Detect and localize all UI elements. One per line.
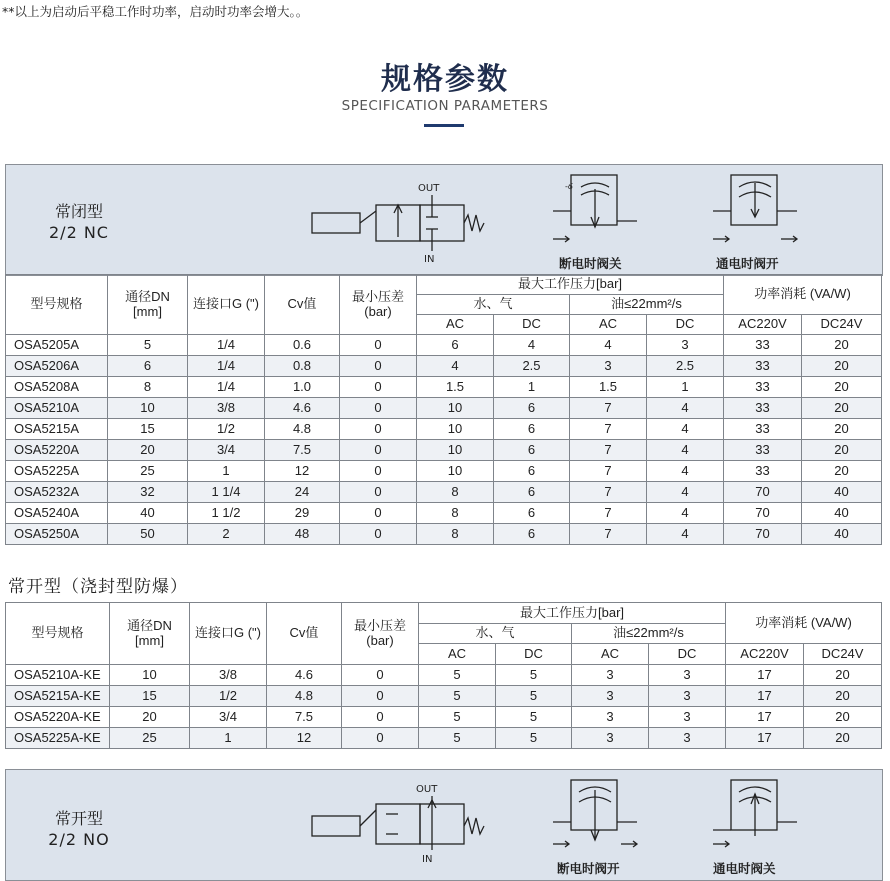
table-cell: 5 xyxy=(496,728,572,749)
table-cell: OSA5205A xyxy=(6,335,108,356)
table-cell: 4.6 xyxy=(265,398,340,419)
col-oil-dc: DC xyxy=(649,644,726,665)
table-cell: 1/4 xyxy=(188,356,265,377)
table-cell: 6 xyxy=(494,398,570,419)
table-cell: 1 1/4 xyxy=(188,482,265,503)
table-cell: 20 xyxy=(108,440,188,461)
table-cell: 32 xyxy=(108,482,188,503)
col-ac220: AC220V xyxy=(724,315,802,335)
table-cell: 33 xyxy=(724,461,802,482)
no-table-body xyxy=(6,665,882,749)
table-cell: 20 xyxy=(802,398,882,419)
table-cell: 0 xyxy=(340,524,417,545)
table-cell: 33 xyxy=(724,419,802,440)
table-cell: OSA5208A xyxy=(6,377,108,398)
nc-diagram-panel xyxy=(5,164,883,276)
col-oil: 油≤22mm²/s xyxy=(570,295,724,315)
table-cell: 0 xyxy=(340,440,417,461)
table-cell: 3/4 xyxy=(190,707,267,728)
nc-off-caption: 断电时阀关 xyxy=(559,256,622,271)
page-subtitle: SPECIFICATION PARAMETERS xyxy=(341,98,549,114)
table-cell: 1/4 xyxy=(188,335,265,356)
svg-text:-ఠ: -ఠ xyxy=(565,182,573,191)
table-cell: 4.8 xyxy=(265,419,340,440)
col-wg-ac: AC xyxy=(417,315,494,335)
table-cell: 0 xyxy=(342,707,419,728)
nc-port-out: OUT xyxy=(418,183,440,194)
table-cell: OSA5220A xyxy=(6,440,108,461)
table-cell: 33 xyxy=(724,335,802,356)
col-maxp: 最大工作压力[bar] xyxy=(419,603,726,624)
table-cell: 40 xyxy=(108,503,188,524)
col-dn-l1: 通径DN xyxy=(125,289,170,305)
table-cell: 7 xyxy=(570,524,647,545)
table-cell: 70 xyxy=(724,503,802,524)
table-cell: 6 xyxy=(494,482,570,503)
table-cell: 6 xyxy=(494,461,570,482)
table-row xyxy=(6,482,882,503)
table-cell: 12 xyxy=(267,728,342,749)
table-cell: 1 xyxy=(494,377,570,398)
table-cell: OSA5232A xyxy=(6,482,108,503)
table-cell: 7.5 xyxy=(267,707,342,728)
section2-title: 常开型（浇封型防爆） xyxy=(8,577,188,597)
col-oil-ac: AC xyxy=(572,644,649,665)
nc-off-diagram xyxy=(551,173,641,255)
table-cell: 17 xyxy=(726,665,804,686)
table-cell: 3 xyxy=(572,686,649,707)
table-cell: 10 xyxy=(417,419,494,440)
col-wg-dc: DC xyxy=(494,315,570,335)
table-cell: 33 xyxy=(724,377,802,398)
table-cell: 4.8 xyxy=(267,686,342,707)
table-cell: 17 xyxy=(726,728,804,749)
table-cell: 6 xyxy=(494,440,570,461)
table-cell: 4.6 xyxy=(267,665,342,686)
col-water-gas: 水、气 xyxy=(417,295,570,315)
col-dn-l2: [mm] xyxy=(135,632,164,648)
table-cell: 10 xyxy=(417,461,494,482)
no-port-out: OUT xyxy=(416,784,438,795)
table-cell: 25 xyxy=(108,461,188,482)
table-cell: 20 xyxy=(802,377,882,398)
power-footnote: **以上为启动后平稳工作时功率，启动时功率会增大。。 xyxy=(2,4,309,19)
table-cell: 3 xyxy=(572,707,649,728)
table-cell: 2.5 xyxy=(494,356,570,377)
table-cell: 4 xyxy=(494,335,570,356)
table-cell: 6 xyxy=(108,356,188,377)
col-dc24: DC24V xyxy=(802,315,882,335)
table-cell: 20 xyxy=(802,356,882,377)
col-cv: Cv值 xyxy=(267,603,342,665)
table-cell: 40 xyxy=(802,524,882,545)
table-cell: 7 xyxy=(570,419,647,440)
table-cell: 1.5 xyxy=(417,377,494,398)
table-cell: 0.6 xyxy=(265,335,340,356)
table-cell: 7 xyxy=(570,398,647,419)
col-dn-l1: 通径DN xyxy=(127,618,172,634)
table-cell: 6 xyxy=(494,419,570,440)
nc-on-diagram xyxy=(711,173,801,255)
col-dn-l2: [mm] xyxy=(133,303,162,319)
col-model: 型号规格 xyxy=(6,275,108,335)
col-wg-ac: AC xyxy=(419,644,496,665)
no-on-caption: 通电时阀关 xyxy=(713,861,776,876)
table-cell: 20 xyxy=(804,665,882,686)
table-cell: 0 xyxy=(342,665,419,686)
page-title: 规格参数 xyxy=(381,62,509,97)
col-cv: Cv值 xyxy=(265,275,340,335)
table-cell: 6 xyxy=(494,524,570,545)
title-underline xyxy=(424,124,464,127)
table-cell: 3 xyxy=(649,686,726,707)
table-cell: 0 xyxy=(340,398,417,419)
table-cell: 3 xyxy=(572,728,649,749)
table-cell: 1/4 xyxy=(188,377,265,398)
table-cell: 5 xyxy=(419,686,496,707)
table-cell: 70 xyxy=(724,482,802,503)
table-cell: 0 xyxy=(342,728,419,749)
no-off-diagram xyxy=(551,778,641,860)
table-cell: 7 xyxy=(570,482,647,503)
col-power: 功率消耗 (VA/W) xyxy=(724,275,882,315)
table-cell: 3 xyxy=(649,665,726,686)
table-cell: 0 xyxy=(340,356,417,377)
no-off-caption: 断电时阀开 xyxy=(557,861,620,876)
no-diagram-panel xyxy=(5,769,883,881)
table-cell: OSA5206A xyxy=(6,356,108,377)
table-cell: OSA5210A-KE xyxy=(6,665,110,686)
table-cell: 0 xyxy=(340,335,417,356)
table-cell: 29 xyxy=(265,503,340,524)
table-cell: 33 xyxy=(724,440,802,461)
table-row xyxy=(6,728,882,749)
no-on-diagram xyxy=(711,778,801,860)
table-cell: 3 xyxy=(572,665,649,686)
table-cell: 0 xyxy=(342,686,419,707)
table-cell: 3/8 xyxy=(188,398,265,419)
no-label-type: 常开型 xyxy=(54,809,103,828)
nc-label-code: 2/2 NC xyxy=(49,223,109,242)
table-cell: 4 xyxy=(647,524,724,545)
table-cell: 7 xyxy=(570,461,647,482)
table-cell: 7 xyxy=(570,503,647,524)
nc-label-type: 常闭型 xyxy=(54,202,103,221)
table-cell: 7.5 xyxy=(265,440,340,461)
table-cell: 1 1/2 xyxy=(188,503,265,524)
col-maxp: 最大工作压力[bar] xyxy=(417,275,724,295)
col-minp-l1: 最小压差 xyxy=(351,289,404,305)
table-cell: 3 xyxy=(647,335,724,356)
table-cell: 25 xyxy=(110,728,190,749)
table-cell: 40 xyxy=(802,482,882,503)
table-row xyxy=(6,398,882,419)
table-cell: 5 xyxy=(419,728,496,749)
no-port-in: IN xyxy=(422,854,433,865)
table-cell: 3/8 xyxy=(190,665,267,686)
nc-table-body xyxy=(6,335,882,545)
table-cell: 8 xyxy=(108,377,188,398)
col-port: 连接口G (") xyxy=(190,603,267,665)
nc-spec-table xyxy=(5,274,882,545)
table-cell: 0 xyxy=(340,461,417,482)
table-cell: 1 xyxy=(188,461,265,482)
table-cell: 6 xyxy=(417,335,494,356)
table-cell: OSA5220A-KE xyxy=(6,707,110,728)
col-dc24: DC24V xyxy=(804,644,882,665)
table-cell: 10 xyxy=(108,398,188,419)
table-cell: 1/2 xyxy=(188,419,265,440)
table-cell: 33 xyxy=(724,356,802,377)
table-cell: 20 xyxy=(804,707,882,728)
table-cell: 10 xyxy=(417,398,494,419)
col-minp-l1: 最小压差 xyxy=(353,618,406,634)
col-water-gas: 水、气 xyxy=(419,624,572,644)
table-row xyxy=(6,686,882,707)
nc-port-in: IN xyxy=(424,254,435,265)
table-cell: 4 xyxy=(647,461,724,482)
table-cell: 0 xyxy=(340,482,417,503)
table-cell: 3 xyxy=(570,356,647,377)
col-minp-l2: (bar) xyxy=(366,632,394,648)
table-cell: 6 xyxy=(494,503,570,524)
table-cell: 40 xyxy=(802,503,882,524)
table-cell: 17 xyxy=(726,707,804,728)
table-row xyxy=(6,377,882,398)
table-row xyxy=(6,665,882,686)
table-cell: 20 xyxy=(802,461,882,482)
col-oil-dc: DC xyxy=(647,315,724,335)
table-cell: 5 xyxy=(496,686,572,707)
table-cell: 1 xyxy=(647,377,724,398)
table-row xyxy=(6,419,882,440)
table-cell: 4 xyxy=(647,440,724,461)
table-cell: 20 xyxy=(804,686,882,707)
table-cell: 0 xyxy=(340,503,417,524)
table-cell: OSA5240A xyxy=(6,503,108,524)
col-oil: 油≤22mm²/s xyxy=(572,624,726,644)
col-minp xyxy=(342,603,419,665)
table-cell: 20 xyxy=(804,728,882,749)
table-cell: 4 xyxy=(647,482,724,503)
table-cell: 12 xyxy=(265,461,340,482)
no-spec-table xyxy=(5,602,882,749)
table-cell: 20 xyxy=(110,707,190,728)
table-cell: 8 xyxy=(417,482,494,503)
table-cell: OSA5225A-KE xyxy=(6,728,110,749)
no-label-code: 2/2 NO xyxy=(48,830,110,849)
table-cell: 17 xyxy=(726,686,804,707)
col-power: 功率消耗 (VA/W) xyxy=(726,603,882,644)
table-row xyxy=(6,356,882,377)
col-ac220: AC220V xyxy=(726,644,804,665)
table-cell: OSA5250A xyxy=(6,524,108,545)
table-row xyxy=(6,440,882,461)
table-cell: 15 xyxy=(108,419,188,440)
table-cell: OSA5215A-KE xyxy=(6,686,110,707)
table-cell: 70 xyxy=(724,524,802,545)
table-cell: 4 xyxy=(647,398,724,419)
table-row xyxy=(6,707,882,728)
table-cell: 8 xyxy=(417,524,494,545)
col-dn xyxy=(108,275,188,335)
col-model: 型号规格 xyxy=(6,603,110,665)
table-cell: 5 xyxy=(419,707,496,728)
nc-label xyxy=(34,201,124,243)
table-cell: OSA5210A xyxy=(6,398,108,419)
table-cell: 8 xyxy=(417,503,494,524)
no-valve-symbol xyxy=(306,770,496,880)
table-cell: 1/2 xyxy=(190,686,267,707)
table-cell: 4 xyxy=(570,335,647,356)
table-cell: 3 xyxy=(649,707,726,728)
nc-on-caption: 通电时阀开 xyxy=(716,256,779,271)
table-cell: 1 xyxy=(190,728,267,749)
col-minp xyxy=(340,275,417,335)
table-cell: 1.5 xyxy=(570,377,647,398)
table-cell: 15 xyxy=(110,686,190,707)
table-cell: OSA5225A xyxy=(6,461,108,482)
table-cell: 4 xyxy=(647,419,724,440)
table-cell: 1.0 xyxy=(265,377,340,398)
table-cell: OSA5215A xyxy=(6,419,108,440)
table-cell: 10 xyxy=(417,440,494,461)
table-cell: 2 xyxy=(188,524,265,545)
col-oil-ac: AC xyxy=(570,315,647,335)
table-row xyxy=(6,335,882,356)
table-cell: 5 xyxy=(496,665,572,686)
table-cell: 5 xyxy=(496,707,572,728)
col-dn xyxy=(110,603,190,665)
table-row xyxy=(6,461,882,482)
table-cell: 0 xyxy=(340,377,417,398)
table-cell: 24 xyxy=(265,482,340,503)
table-cell: 7 xyxy=(570,440,647,461)
table-row xyxy=(6,503,882,524)
table-cell: 3 xyxy=(649,728,726,749)
col-minp-l2: (bar) xyxy=(364,303,392,319)
table-cell: 50 xyxy=(108,524,188,545)
no-label xyxy=(34,808,124,850)
nc-valve-symbol xyxy=(306,165,496,275)
table-cell: 4 xyxy=(647,503,724,524)
table-cell: 5 xyxy=(419,665,496,686)
table-cell: 4 xyxy=(417,356,494,377)
col-port: 连接口G (") xyxy=(188,275,265,335)
table-cell: 0.8 xyxy=(265,356,340,377)
table-cell: 20 xyxy=(802,335,882,356)
table-cell: 2.5 xyxy=(647,356,724,377)
table-row xyxy=(6,524,882,545)
table-cell: 20 xyxy=(802,419,882,440)
table-cell: 48 xyxy=(265,524,340,545)
table-cell: 33 xyxy=(724,398,802,419)
col-wg-dc: DC xyxy=(496,644,572,665)
table-cell: 20 xyxy=(802,440,882,461)
table-cell: 5 xyxy=(108,335,188,356)
table-cell: 10 xyxy=(110,665,190,686)
table-cell: 3/4 xyxy=(188,440,265,461)
table-cell: 0 xyxy=(340,419,417,440)
